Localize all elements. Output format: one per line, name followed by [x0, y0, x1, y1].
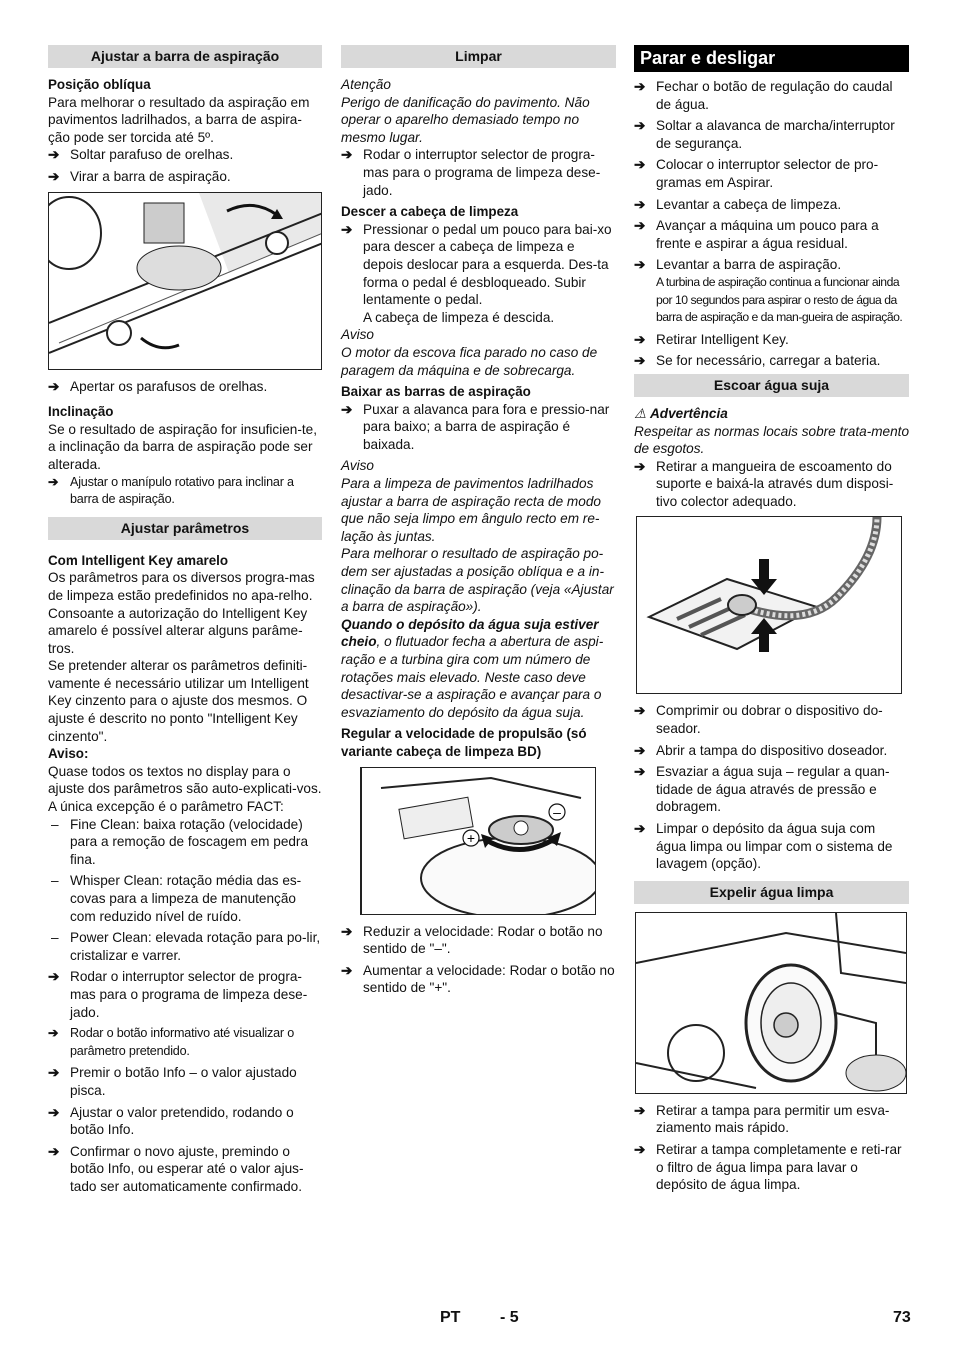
- arrow-icon: ➔: [634, 79, 646, 94]
- note-label: Aviso: [341, 327, 374, 343]
- step: [48, 1025, 322, 1060]
- step-text: Retirar Intelligent Key.: [656, 331, 789, 347]
- clean-water-figure: [635, 912, 907, 1094]
- section-heading-parameters: Ajustar parâmetros: [48, 517, 322, 540]
- speed-knob-figure: [360, 767, 596, 915]
- arrow-icon: ➔: [48, 1143, 60, 1159]
- note-text: Para melhorar o resultado de aspiração po-dem ser ajustadas a posição oblíqua e a in-clinação da barra de aspiração (veja «Ajustar a barra de aspiração»).: [341, 546, 614, 615]
- dash-marker: –: [51, 873, 59, 889]
- arrow-icon: ➔: [341, 923, 353, 939]
- step-result: A turbina de aspiração continua a funcionar ainda por 10 segundos para aspirar o resto de água da barra de aspiração e da man-gueira de aspiração.: [656, 274, 903, 325]
- subheading-inclination: Inclinação: [48, 404, 114, 420]
- step: [48, 1064, 322, 1099]
- column-1: [48, 45, 322, 1196]
- step: [48, 474, 322, 509]
- note-text: O motor da escova fica parado no caso de paragem da máquina e de sobrecarga.: [341, 344, 598, 378]
- step: [48, 378, 322, 396]
- note-text: Para a limpeza de pavimentos ladrilhados ajustar a barra de aspiração recta de modo que não seja limpo em ângulo recto em re-lação às juntas.: [341, 476, 601, 544]
- step: [634, 820, 909, 873]
- arrow-icon: ➔: [634, 218, 646, 234]
- arrow-icon: ➔: [341, 401, 353, 417]
- step-text: Limpar o depósito da água suja com água limpa ou limpar com o sistema de lavagem (opção).: [656, 821, 893, 872]
- arrow-icon: ➔: [634, 458, 646, 474]
- paragraph: Quase todos os textos no display para o ajuste dos parâmetros são auto-explicati-vos. A única excepção é o parâmetro FACT:: [48, 763, 322, 815]
- warning-text: Respeitar as normas locais sobre trata-mento de esgotos.: [634, 423, 910, 457]
- list-item: [48, 872, 322, 925]
- step-text: Confirmar o novo ajuste, premindo o botão Info, ou esperar até o valor ajus-tado ser automaticamente confirmado.: [70, 1143, 304, 1194]
- section-heading-clean: Limpar: [341, 45, 616, 68]
- step-text: Abrir a tampa do dispositivo doseador.: [656, 742, 888, 758]
- list-item-text: Fine Clean: baixa rotação (velocidade) para a remoção de foscagem em pedra fina.: [70, 816, 309, 867]
- subheading-speed: Regular a velocidade de propulsão (só variante cabeça de limpeza BD): [341, 726, 587, 759]
- footer-section-page: - 5: [500, 1309, 519, 1326]
- arrow-icon: ➔: [634, 1142, 646, 1157]
- warning-title: Advertência: [649, 405, 728, 421]
- paragraph: Se pretender alterar os parâmetros definiti-vamente é necessário utilizar um Intelligent Key cinzento para o ajuste dos mesmos. O ajuste é descrito no ponto "Intelligent Key cinzento".: [48, 658, 309, 744]
- note-label: Aviso:: [48, 746, 89, 762]
- step: [634, 458, 909, 511]
- step-text: Ajustar o manípulo rotativo para inclinar a barra de aspiração.: [70, 474, 294, 507]
- list-item-text: Whisper Clean: rotação média das es-covas para a limpeza de manutenção com reduzido nível de ruído.: [70, 873, 302, 924]
- arrow-icon: ➔: [634, 1102, 646, 1118]
- arrow-icon: ➔: [48, 969, 60, 985]
- arrow-icon: ➔: [634, 821, 646, 837]
- step: [48, 968, 322, 1021]
- arrow-icon: ➔: [341, 147, 353, 163]
- arrow-icon: ➔: [48, 378, 60, 394]
- step-text: Aumentar a velocidade: Rodar o botão no sentido de "+".: [363, 962, 615, 996]
- footer-language: PT: [440, 1309, 461, 1326]
- step: [341, 962, 616, 997]
- arrow-icon: ➔: [634, 118, 646, 134]
- section-heading-clean-water: Expelir água limpa: [634, 881, 909, 904]
- warning-label: [634, 405, 909, 423]
- list-item: [48, 929, 322, 964]
- step-text: Puxar a alavanca para fora e pressio-nar para baixo; a barra de aspiração é baixada.: [363, 401, 610, 452]
- arrow-icon: ➔: [48, 1104, 60, 1120]
- column-3: [634, 45, 909, 1194]
- step-text: Pressionar o pedal um pouco para bai-xo para descer a cabeça de limpeza e depois deslocar para a esquerda. Des-ta forma o pedal é desbloqueado. Subir lentamente o pedal.: [363, 221, 612, 308]
- step-text: Retirar a tampa completamente e reti-rar o filtro de água limpa para lavar o depósito de água limpa.: [656, 1142, 902, 1193]
- step: [634, 1141, 909, 1194]
- suction-bar-figure: [48, 192, 322, 370]
- step: [341, 401, 616, 454]
- caution-label: Atenção: [341, 77, 391, 92]
- step-text: Avançar a máquina um pouco para a frente e aspirar a água residual.: [656, 218, 879, 251]
- arrow-icon: ➔: [634, 257, 646, 273]
- step-text: Esvaziar a água suja – regular a quan-tidade de água através de pressão e dobragem.: [656, 764, 890, 815]
- plus-label: +: [466, 829, 476, 846]
- arrow-icon: ➔: [634, 157, 646, 173]
- step-text: Rodar o botão informativo até visualizar o parâmetro pretendido.: [70, 1026, 295, 1058]
- step: [341, 221, 616, 309]
- step: [634, 117, 909, 152]
- dash-marker: –: [51, 930, 59, 946]
- subheading-lower-bars: Baixar as barras de aspiração: [341, 384, 531, 400]
- arrow-icon: ➔: [634, 742, 646, 758]
- step: [634, 196, 909, 214]
- step-text: Comprimir ou dobrar o dispositivo do-seador.: [656, 703, 883, 737]
- step: [634, 742, 909, 760]
- step: [48, 146, 322, 164]
- caution-text: Perigo de danificação do pavimento. Não operar o aparelho demasiado tempo no mesmo lugar.: [341, 94, 590, 145]
- paragraph: Os parâmetros para os diversos progra-mas de limpeza estão predefinidos no apa-relho.: [48, 570, 315, 603]
- arrow-icon: ➔: [48, 1065, 60, 1081]
- step-text: Levantar a cabeça de limpeza.: [656, 196, 842, 212]
- list-item: [48, 816, 322, 869]
- footer-page-number: 73: [893, 1309, 911, 1326]
- dash-marker: –: [51, 816, 59, 832]
- arrow-icon: ➔: [341, 962, 353, 978]
- section-heading-suction-bar: Ajustar a barra de aspiração: [48, 45, 322, 68]
- step: [634, 1102, 909, 1137]
- warning-icon: ⚠: [634, 405, 647, 421]
- paragraph: Consoante a autorização do Intelligent Key amarelo é possível alterar alguns parâme-tros.: [48, 605, 308, 656]
- section-heading-stop: Parar e desligar: [634, 45, 909, 72]
- arrow-icon: ➔: [634, 196, 646, 212]
- paragraph: Se o resultado de aspiração for insuficien-te, a inclinação da barra de aspiração pode ser alterada.: [48, 421, 318, 472]
- step-text: Se for necessário, carregar a bateria.: [656, 353, 881, 369]
- arrow-icon: ➔: [634, 703, 646, 719]
- step: [634, 256, 909, 274]
- step: [634, 78, 909, 113]
- step: [48, 168, 322, 186]
- step-text: Levantar a barra de aspiração.: [656, 257, 842, 273]
- step: [634, 763, 909, 816]
- step-text: Soltar a alavanca de marcha/interruptor de segurança.: [656, 118, 895, 151]
- step-text: Retirar a tampa para permitir um esva-ziamento mais rápido.: [656, 1102, 890, 1136]
- step-text: Reduzir a velocidade: Rodar o botão no sentido de "–".: [363, 923, 603, 957]
- step: [48, 1143, 322, 1196]
- paragraph: Para melhorar o resultado da aspiração em pavimentos ladrilhados, a barra de aspira-ção pode ser torcida até 5º.: [48, 94, 310, 145]
- note-text-rest: , o flutuador fecha a abertura de aspi-ração e a turbina gira com um número de rotações mais elevado. Neste caso deve desactivar-se a aspiração e avançar para o esvaziamento do depósito da água suja.: [341, 634, 604, 720]
- note-text: [341, 616, 616, 722]
- subheading-oblique: Posição oblíqua: [48, 77, 151, 92]
- step-text: Retirar a mangueira de escoamento do suporte e baixá-la através dum disposi-tivo colector adequado.: [656, 458, 894, 509]
- arrow-icon: ➔: [48, 147, 60, 163]
- arrow-icon: ➔: [48, 168, 60, 184]
- step: [634, 331, 909, 349]
- subheading-yellow-key: Com Intelligent Key amarelo: [48, 552, 229, 568]
- list-item-text: Power Clean: elevada rotação para po-lir, cristalizar e varrer.: [70, 930, 321, 963]
- step-text: Soltar parafuso de orelhas.: [70, 147, 234, 163]
- step-text: Rodar o interruptor selector de progra-mas para o programa de limpeza dese-jado.: [70, 969, 308, 1020]
- drain-hose-figure: [636, 516, 902, 694]
- arrow-icon: ➔: [634, 353, 646, 369]
- subheading-lower-head: Descer a cabeça de limpeza: [341, 204, 519, 220]
- step: [634, 352, 909, 370]
- step-text: Rodar o interruptor selector de progra-mas para o programa de limpeza dese-jado.: [363, 147, 601, 198]
- step: [634, 156, 909, 191]
- arrow-icon: ➔: [634, 331, 646, 347]
- arrow-icon: ➔: [341, 221, 353, 237]
- note-emphasis: Quando o depósito da água suja estiver cheio: [341, 616, 599, 650]
- minus-label: –: [553, 803, 561, 820]
- step: [634, 702, 909, 737]
- step: [341, 923, 616, 958]
- step-text: Fechar o botão de regulação do caudal de água.: [656, 79, 893, 112]
- step: [341, 146, 616, 199]
- step-text: Apertar os parafusos de orelhas.: [70, 378, 268, 394]
- arrow-icon: ➔: [48, 474, 59, 489]
- note-label: Aviso: [341, 458, 374, 474]
- step-result: A cabeça de limpeza é descida.: [363, 309, 555, 325]
- step-text: Ajustar o valor pretendido, rodando o botão Info.: [70, 1104, 294, 1138]
- step: [48, 1104, 322, 1139]
- section-heading-drain: Escoar água suja: [634, 374, 909, 397]
- column-2: [341, 45, 616, 997]
- arrow-icon: ➔: [48, 1026, 59, 1041]
- arrow-icon: ➔: [634, 764, 646, 780]
- step-text: Colocar o interruptor selector de pro-gramas em Aspirar.: [656, 157, 879, 190]
- step: [634, 217, 909, 252]
- step-text: Virar a barra de aspiração.: [70, 168, 231, 184]
- step-text: Premir o botão Info – o valor ajustado pisca.: [70, 1065, 297, 1098]
